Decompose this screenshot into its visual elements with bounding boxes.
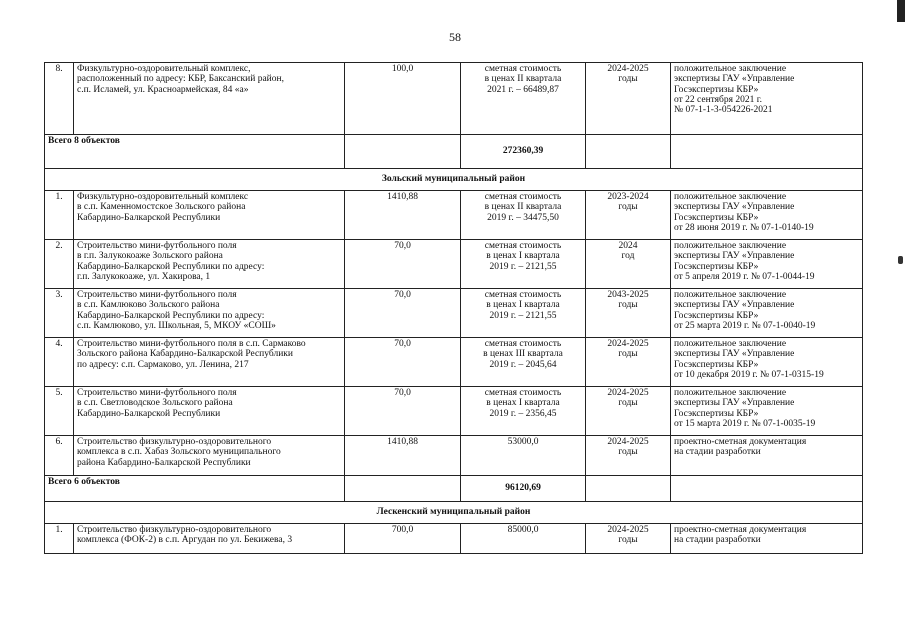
object-term: 2024-2025 годы bbox=[586, 436, 671, 476]
object-capacity: 100,0 bbox=[345, 63, 461, 135]
section-title: Зольский муниципальный район bbox=[45, 169, 863, 191]
objects-table bbox=[44, 62, 863, 554]
object-capacity: 70,0 bbox=[345, 338, 461, 387]
object-term: 2024-2025 годы bbox=[586, 524, 671, 554]
object-name: Строительство физкультурно-оздоровительного комплекса в с.п. Хабаз Зольского муниципального района Кабардино-Балкарской Республики bbox=[74, 436, 345, 476]
object-capacity: 1410,88 bbox=[345, 191, 461, 240]
object-cost: сметная стоимость в ценах II квартала 2019 г. – 34475,50 bbox=[461, 191, 586, 240]
total-row bbox=[45, 135, 863, 169]
object-name: Физкультурно-оздоровительный комплекс, расположенный по адресу: КБР, Баксанский район, с.п. Исламей, ул. Красноармейская, 84 «а» bbox=[74, 63, 345, 135]
row-number: 3. bbox=[45, 289, 74, 338]
object-name: Строительство мини-футбольного поля в с.п. Сармаково Зольского района Кабардино-Балкарской Республики по адресу: с.п. Сармаково, ул. Ленина, 217 bbox=[74, 338, 345, 387]
object-term: 2024-2025 годы bbox=[586, 387, 671, 436]
object-cost: сметная стоимость в ценах I квартала 2019 г. – 2121,55 bbox=[461, 289, 586, 338]
object-name: Строительство мини-футбольного поля в г.п. Залукокоаже Зольского района Кабардино-Балкарской Республики по адресу: г.п. Залукокоаже, ул. Хакирова, 1 bbox=[74, 240, 345, 289]
object-capacity: 1410,88 bbox=[345, 436, 461, 476]
object-capacity: 70,0 bbox=[345, 387, 461, 436]
object-documentation: положительное заключение экспертизы ГАУ «Управление Госэкспертизы КБР» от 5 апреля 2019 г. № 07-1-0044-19 bbox=[671, 240, 863, 289]
row-number: 4. bbox=[45, 338, 74, 387]
total-cost: 272360,39 bbox=[461, 135, 586, 169]
object-name: Строительство мини-футбольного поля в с.п. Светловодское Зольского района Кабардино-Балкарской Республики bbox=[74, 387, 345, 436]
object-cost: 53000,0 bbox=[461, 436, 586, 476]
row-number: 1. bbox=[45, 524, 74, 554]
object-documentation: положительное заключение экспертизы ГАУ «Управление Госэкспертизы КБР» от 25 марта 2019 г. № 07-1-0040-19 bbox=[671, 289, 863, 338]
total-row bbox=[45, 476, 863, 502]
object-capacity: 70,0 bbox=[345, 289, 461, 338]
object-term: 2024 год bbox=[586, 240, 671, 289]
row-number: 6. bbox=[45, 436, 74, 476]
object-capacity: 700,0 bbox=[345, 524, 461, 554]
total-empty-cell bbox=[671, 476, 863, 502]
object-term: 2024-2025 годы bbox=[586, 338, 671, 387]
total-empty-cell bbox=[671, 135, 863, 169]
object-documentation: положительное заключение экспертизы ГАУ «Управление Госэкспертизы КБР» от 22 сентября 2021 г. № 07-1-1-3-054226-2021 bbox=[671, 63, 863, 135]
section-header-row bbox=[45, 502, 863, 524]
object-documentation: проектно-сметная документация на стадии разработки bbox=[671, 436, 863, 476]
total-empty-cell bbox=[586, 135, 671, 169]
total-empty-cell bbox=[345, 476, 461, 502]
total-cost: 96120,69 bbox=[461, 476, 586, 502]
object-cost: сметная стоимость в ценах II квартала 2021 г. – 66489,87 bbox=[461, 63, 586, 135]
object-documentation: положительное заключение экспертизы ГАУ «Управление Госэкспертизы КБР» от 28 июня 2019 г. № 07-1-0140-19 bbox=[671, 191, 863, 240]
object-documentation: положительное заключение экспертизы ГАУ «Управление Госэкспертизы КБР» от 10 декабря 2019 г. № 07-1-0315-19 bbox=[671, 338, 863, 387]
table-row bbox=[45, 240, 863, 289]
object-documentation: положительное заключение экспертизы ГАУ «Управление Госэкспертизы КБР» от 15 марта 2019 г. № 07-1-0035-19 bbox=[671, 387, 863, 436]
row-number: 2. bbox=[45, 240, 74, 289]
object-name: Строительство мини-футбольного поля в с.п. Камлюково Зольского района Кабардино-Балкарской Республики по адресу: с.п. Камлюково, ул. Школьная, 5, МКОУ «СОШ» bbox=[74, 289, 345, 338]
total-empty-cell bbox=[345, 135, 461, 169]
row-number: 8. bbox=[45, 63, 74, 135]
scan-edge-mark bbox=[897, 0, 905, 22]
table-row bbox=[45, 191, 863, 240]
page-number: 58 bbox=[449, 30, 461, 44]
section-header-row bbox=[45, 169, 863, 191]
table-row bbox=[45, 63, 863, 135]
object-documentation: проектно-сметная документация на стадии разработки bbox=[671, 524, 863, 554]
object-name: Строительство физкультурно-оздоровительного комплекса (ФОК-2) в с.п. Аргудан по ул. Бекижева, 3 bbox=[74, 524, 345, 554]
section-title: Лескенский муниципальный район bbox=[45, 502, 863, 524]
object-name: Физкультурно-оздоровительный комплекс в с.п. Каменномостское Зольского района Кабардино-Балкарской Республики bbox=[74, 191, 345, 240]
total-label: Всего 6 объектов bbox=[45, 476, 345, 502]
table-row bbox=[45, 436, 863, 476]
table-row bbox=[45, 524, 863, 554]
row-number: 1. bbox=[45, 191, 74, 240]
row-number: 5. bbox=[45, 387, 74, 436]
object-term: 2043-2025 годы bbox=[586, 289, 671, 338]
object-cost: сметная стоимость в ценах III квартала 2019 г. – 2045,64 bbox=[461, 338, 586, 387]
object-term: 2024-2025 годы bbox=[586, 63, 671, 135]
total-empty-cell bbox=[586, 476, 671, 502]
table-row bbox=[45, 387, 863, 436]
object-cost: сметная стоимость в ценах I квартала 2019 г. – 2356,45 bbox=[461, 387, 586, 436]
object-capacity: 70,0 bbox=[345, 240, 461, 289]
object-cost: 85000,0 bbox=[461, 524, 586, 554]
table-row bbox=[45, 338, 863, 387]
table-row bbox=[45, 289, 863, 338]
object-cost: сметная стоимость в ценах I квартала 2019 г. – 2121,55 bbox=[461, 240, 586, 289]
total-label: Всего 8 объектов bbox=[45, 135, 345, 169]
object-term: 2023-2024 годы bbox=[586, 191, 671, 240]
scan-edge-mark bbox=[898, 256, 903, 264]
